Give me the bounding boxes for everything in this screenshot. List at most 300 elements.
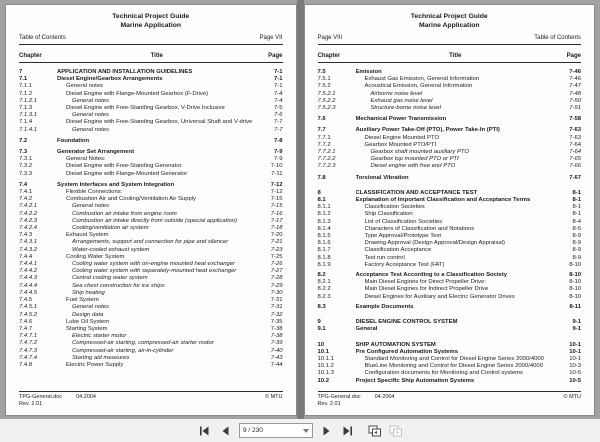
toc-row[interactable]	[318, 197, 582, 204]
toc-row[interactable]	[19, 98, 283, 105]
toc-page-number: 7-18	[270, 225, 283, 232]
toc-row[interactable]	[19, 312, 283, 319]
last-page-button[interactable]	[340, 423, 355, 439]
toc-row[interactable]	[19, 304, 283, 311]
toc-chapter-number: 7.6	[317, 116, 326, 123]
toc-page-number: 7-50	[569, 97, 581, 104]
toc-chapter-number: 7.3	[19, 149, 28, 156]
toc-row[interactable]	[318, 83, 582, 90]
toc-page-number: 7-39	[270, 340, 283, 347]
toc-row[interactable]	[318, 378, 582, 385]
toc-chapter-number: 7.4.8	[19, 361, 33, 368]
toc-row[interactable]	[318, 156, 582, 163]
toc-chapter-number: 7.4.4.2	[19, 268, 38, 275]
toc-title: Drawing Approval (Design Approval/Design Appraisal)	[364, 240, 505, 247]
col-chapter: Chapter	[19, 53, 42, 59]
toc-row[interactable]	[318, 142, 582, 149]
toc-title: Compressed-air starting, compressed-air starter motor	[72, 340, 214, 347]
toc-chapter-number: 8.1.3	[317, 218, 331, 225]
toc-page-number: 7-7	[273, 126, 283, 133]
navigation-toolbar	[0, 419, 600, 442]
toc-chapter-number: 8.2.3	[317, 293, 331, 300]
toc-chapter-number: 9.1	[317, 326, 326, 333]
toc-chapter-number: 10.2	[317, 377, 329, 384]
toc-chapter-number: 7.4.4	[19, 253, 33, 260]
toc-page-number: 8-1	[572, 197, 581, 204]
toc-rows	[318, 69, 582, 385]
toc-chapter-number: 7.4.5.2	[19, 311, 38, 318]
toc-row[interactable]	[318, 163, 582, 170]
toc-chapter-number: 8	[317, 189, 321, 196]
col-page: Page	[566, 53, 581, 59]
toc-page-number: 7-15	[270, 196, 283, 203]
toc-title: Type Approval/Prototype Test	[364, 233, 442, 240]
toc-page-number: 8-11	[569, 303, 581, 310]
toc-chapter-number: 7.2	[19, 137, 28, 144]
toc-row[interactable]	[318, 76, 582, 83]
toc-page-number: 7-31	[270, 297, 283, 304]
toc-row[interactable]	[318, 204, 582, 211]
toc-page-number: 7-32	[270, 311, 283, 318]
toc-row[interactable]	[19, 91, 283, 98]
toc-page-number: 9-1	[572, 326, 581, 333]
toc-page-number: 8-9	[572, 233, 581, 240]
toc-chapter-number: 7.1.1	[19, 83, 33, 90]
toc-page-number: 7-25	[270, 253, 283, 260]
toc-chapter-number: 7.4.2.3	[19, 217, 38, 224]
toc-title: Acoustical Emission, General Information	[364, 83, 473, 90]
toc-title: Example Documents	[355, 303, 414, 310]
toc-row[interactable]	[19, 189, 283, 196]
toc-row[interactable]	[318, 211, 582, 218]
toc-chapter-number: 8.1.1	[317, 204, 331, 211]
toc-chapter-number: 7.3.3	[19, 170, 33, 177]
toc-page-number: 7-31	[270, 304, 283, 311]
toc-page-number: 7-47	[569, 83, 581, 90]
toc-row[interactable]	[318, 262, 582, 269]
toc-page-number: 8-4	[572, 218, 581, 225]
toc-chapter-number: 7.4.2.4	[19, 225, 38, 232]
toc-page-number: 7-6	[273, 112, 283, 119]
toc-row[interactable]	[19, 319, 283, 326]
toc-chapter-number: 7.4.7	[19, 325, 33, 332]
toc-page-number: 9-1	[572, 319, 581, 326]
toc-row[interactable]	[318, 116, 582, 123]
footer-doc-name: TPG-General.doc	[19, 394, 63, 400]
toc-page-number: 7-7	[273, 119, 283, 126]
toc-title: Starting aid measures	[72, 354, 130, 361]
toc-title: Exhaust Gas Emission, General Information	[364, 76, 480, 83]
toc-row[interactable]	[318, 219, 582, 226]
toc-chapter-number: 7.8	[317, 174, 326, 181]
toc-chapter-number: 10.1.1	[317, 355, 334, 362]
toc-row[interactable]	[318, 255, 582, 262]
toc-row[interactable]	[318, 98, 582, 105]
toc-page-number: 7-64	[569, 141, 581, 148]
toc-title: Diesel Engine with Free-Standing Gearbox, Universal Shaft and V-drive	[66, 119, 253, 126]
toc-row[interactable]	[19, 275, 283, 282]
toc-page-number: 7-64	[569, 149, 581, 156]
toc-row[interactable]	[318, 370, 582, 377]
toc-chapter-number: 7.1.3	[19, 105, 33, 112]
toc-chapter-number: 7.1	[19, 76, 28, 83]
toc-row[interactable]	[318, 240, 582, 247]
toc-chapter-number: 7.5	[317, 69, 326, 75]
toc-title: Gearbox Mounted PTO/PTI	[364, 141, 437, 148]
toc-title: Diesel Engine with Free-Standing Generator	[66, 163, 182, 170]
toc-title: Lube Oil System	[66, 318, 110, 325]
toc-title: CLASSIFICATION AND ACCEPTANCE TEST	[355, 189, 478, 196]
page-meta-row	[318, 35, 582, 45]
toc-title: General	[355, 326, 378, 333]
toc-page-number: 7-43	[270, 354, 283, 361]
toc-page-number: 7-46	[569, 76, 581, 83]
toc-title: Arrangements, support and connection for pipe and silencer	[72, 239, 229, 246]
meta-left: Page VIII	[317, 35, 343, 41]
toc-title: Main Diesel Engines for Indirect Propeller Drive	[364, 286, 489, 293]
doc-title: Technical Project Guide	[410, 13, 488, 20]
toc-page-number: 7-63	[569, 127, 581, 134]
toc-title: General notes	[72, 97, 110, 104]
toc-row[interactable]	[19, 171, 283, 178]
footer-revision: Rev. 2.01	[317, 400, 341, 407]
toc-row[interactable]	[318, 286, 582, 293]
previous-view-button[interactable]	[367, 423, 382, 439]
toc-title: Foundation	[57, 137, 90, 144]
toc-title: Gearbox shaft mounted auxiliary PTO	[370, 149, 469, 156]
page-header	[318, 13, 582, 30]
toc-page-number: 8-9	[572, 254, 581, 261]
toc-row[interactable]	[318, 363, 582, 370]
toc-page-number: 7-38	[270, 325, 283, 332]
toc-title: Generator Set Arrangement	[57, 149, 135, 156]
toc-chapter-number: 7.5.1	[317, 76, 331, 83]
toc-page-number: 7-9	[273, 156, 283, 163]
toc-page-number: 10-1	[569, 341, 581, 348]
next-view-button[interactable]	[388, 423, 403, 439]
toc-chapter-number: 7.3.1	[19, 156, 33, 163]
page-vii	[5, 4, 297, 416]
toc-row[interactable]	[19, 254, 283, 261]
toc-chapter-number: 8.1.8	[317, 254, 331, 261]
toc-title: General notes	[72, 126, 110, 133]
page-header	[19, 13, 283, 30]
toc-chapter-number: 10	[317, 341, 325, 348]
toc-row[interactable]	[19, 283, 283, 290]
toc-row[interactable]	[19, 326, 283, 333]
toc-chapter-number: 8.1.4	[317, 225, 331, 232]
toc-title: Starting System	[66, 325, 108, 332]
toc-title: General notes	[66, 83, 104, 90]
toc-title: Combustion air intake directly from outside (special application)	[72, 217, 238, 224]
toc-chapter-number: 7.7.2.1	[317, 149, 336, 156]
toc-page-number: 7-11	[271, 170, 283, 177]
toc-chapter-number: 8.1.5	[317, 233, 331, 240]
toc-row[interactable]	[318, 349, 582, 356]
toc-chapter-number: 7.5.2.3	[317, 105, 336, 112]
toc-row[interactable]	[19, 297, 283, 304]
toc-title: APPLICATION AND INSTALLATION GUIDELINES	[57, 69, 193, 75]
col-title: Title	[449, 53, 462, 59]
toc-title: Combustion Air and Cooling/Ventilation Air Supply	[66, 196, 196, 203]
toc-title: Cooling water system with on-engine mounted heat exchanger	[72, 261, 236, 268]
toc-page-number: 7-20	[270, 232, 283, 239]
toc-title: Electric Power Supply	[66, 361, 124, 368]
toc-page-number: 8-9	[572, 240, 581, 247]
toc-chapter-number: 9	[317, 319, 321, 326]
toc-chapter-number: 7.4	[19, 181, 28, 188]
toc-chapter-number: 8.1.7	[317, 247, 331, 254]
toc-chapter-number: 7.4.2.2	[19, 210, 38, 217]
toc-row[interactable]	[19, 69, 283, 76]
toc-row[interactable]	[318, 294, 582, 301]
doc-subtitle: Marine Application	[418, 21, 480, 29]
doc-subtitle: Marine Application	[120, 21, 182, 29]
toc-row[interactable]	[19, 218, 283, 225]
toc-row[interactable]	[19, 156, 283, 163]
toc-chapter-number: 7.4.5.1	[19, 304, 38, 311]
toc-row[interactable]	[19, 225, 283, 232]
toc-chapter-number: 7.4.4.3	[19, 275, 38, 282]
toc-title: Airborne noise level	[370, 90, 423, 97]
toc-chapter-number: 10.1.2	[317, 363, 334, 370]
toc-chapter-number: 8.3	[317, 303, 326, 310]
toc-chapter-number: 7.1.2	[19, 90, 33, 97]
toc-row[interactable]	[19, 127, 283, 134]
toc-title: Gearbox top mounted PTO or PTI	[370, 156, 459, 163]
doc-title: Technical Project Guide	[112, 13, 190, 20]
toc-title: Diesel Engine with Flange-Mounted Generator	[66, 170, 188, 177]
toc-page-number: 7-35	[270, 318, 283, 325]
toc-page-number: 8-10	[569, 261, 581, 268]
toc-title: Ship Classification	[364, 211, 413, 218]
toc-page-number: 8-9	[572, 247, 581, 254]
toc-column-headers	[318, 53, 582, 63]
toc-row[interactable]	[318, 135, 582, 142]
toc-page-number: 8-10	[569, 293, 581, 300]
toc-row[interactable]	[19, 83, 283, 90]
toc-title: Cooling/ventilation air system	[72, 225, 149, 232]
toc-title: Flexible Connections:	[66, 189, 123, 196]
toc-chapter-number: 7.1.4.1	[19, 126, 38, 133]
page-footer	[19, 391, 283, 407]
meta-right: Page VII	[259, 35, 283, 41]
toc-page-number: 7-65	[569, 156, 581, 163]
toc-row[interactable]	[19, 76, 283, 83]
toc-row[interactable]	[318, 247, 582, 254]
toc-title: Auxiliary Power Take-Off (PTO), Power Take-In (PTI)	[355, 127, 500, 134]
toc-row[interactable]	[19, 340, 283, 347]
toc-title: Ship heating	[72, 289, 105, 296]
toc-title: Project Specific Ship Automation Systems	[355, 377, 475, 384]
footer-date: 04.2004	[374, 394, 395, 400]
toc-row[interactable]	[19, 105, 283, 112]
toc-chapter-number: 7.4.2.1	[19, 203, 38, 210]
toc-title: Emission	[355, 69, 382, 75]
footer-revision: Rev. 2.01	[19, 400, 43, 407]
next-view-icon	[389, 425, 402, 437]
toc-page-number: 7-58	[569, 116, 581, 123]
toc-page-number: 7-17	[270, 217, 283, 224]
toc-row[interactable]	[19, 232, 283, 239]
toc-chapter-number: 10.1	[317, 348, 329, 355]
toc-page-number: 7-21	[270, 239, 283, 246]
toc-row[interactable]	[318, 233, 582, 240]
first-page-button[interactable]	[197, 423, 212, 439]
toc-page-number: 8-10	[569, 272, 581, 279]
toc-title: Characters of Classification and Notations	[364, 225, 475, 232]
toc-title: Torsional Vibration	[355, 174, 409, 181]
toc-row[interactable]	[19, 261, 283, 268]
last-page-icon	[342, 426, 353, 436]
toc-page-number: 7-23	[270, 246, 283, 253]
toc-row[interactable]	[318, 91, 582, 98]
toc-page-number: 10-1	[569, 355, 581, 362]
toc-row[interactable]	[19, 348, 283, 355]
toc-row[interactable]	[19, 362, 283, 369]
toc-page-number: 7-8	[273, 137, 283, 144]
toc-page-number: 7-67	[569, 174, 581, 181]
toc-page-number: 8-1	[572, 189, 581, 196]
toc-row[interactable]	[19, 239, 283, 246]
toc-page-number: 7-26	[270, 261, 283, 268]
toc-page-number: 7-27	[270, 268, 283, 275]
toc-row[interactable]	[318, 279, 582, 286]
toc-title: General notes	[72, 112, 110, 119]
toc-title: Classification Acceptance	[364, 247, 432, 254]
toc-page-number: 7-10	[270, 163, 283, 170]
toc-chapter-number: 7.4.7.4	[19, 354, 38, 361]
toc-row[interactable]	[19, 211, 283, 218]
toc-chapter-number: 7.4.5	[19, 297, 33, 304]
toc-chapter-number: 7.4.7.1	[19, 333, 38, 340]
toc-row[interactable]	[19, 355, 283, 362]
toc-page-number: 7-1	[273, 69, 283, 75]
toc-row[interactable]	[318, 105, 582, 112]
toc-title: General notes	[72, 203, 110, 210]
toc-row[interactable]	[19, 196, 283, 203]
toc-title: System Interfaces and System Integration	[57, 181, 175, 188]
toc-page-number: 10-3	[569, 363, 581, 370]
toc-title: Mechanical Power Transmission	[355, 116, 447, 123]
toc-title: Main Diesel Engines for Direct Propeller Drive:	[364, 279, 486, 286]
toc-row[interactable]	[318, 190, 582, 197]
toc-chapter-number: 8.1.6	[317, 240, 331, 247]
col-page: Page	[268, 53, 283, 59]
next-page-button[interactable]	[319, 423, 334, 439]
toc-row[interactable]	[19, 203, 283, 210]
toc-chapter-number: 7.5.2.1	[317, 90, 336, 97]
toc-title: Diesel Engine Mounted PTO	[364, 134, 440, 141]
toc-title: Test run control	[364, 254, 405, 261]
toc-page-number: 7-51	[569, 105, 581, 112]
toc-row[interactable]	[19, 182, 283, 189]
toc-rows	[19, 69, 283, 369]
toc-chapter-number: 7.4.7.3	[19, 347, 38, 354]
toc-title: Design data	[72, 311, 104, 318]
toc-row[interactable]	[318, 149, 582, 156]
toc-title: Cooling Water System	[66, 253, 125, 260]
toc-row[interactable]	[19, 333, 283, 340]
toc-title: Diesel engine with free end PTO	[370, 163, 456, 170]
toc-row[interactable]	[19, 268, 283, 275]
toc-row[interactable]	[318, 226, 582, 233]
toc-title: Exhaust System	[66, 232, 109, 239]
toc-chapter-number: 7.4.6	[19, 318, 33, 325]
footer-date: 04.2004	[76, 394, 96, 400]
toc-chapter-number: 8.2	[317, 272, 326, 279]
toc-page-number: 7-12	[270, 181, 283, 188]
toc-page-number: 7-9	[273, 149, 283, 156]
toc-page-number: 7-48	[569, 90, 581, 97]
toc-page-number: 7-63	[569, 134, 581, 141]
toc-page-number: 7-28	[270, 275, 283, 282]
toc-chapter-number: 7.4.4.1	[19, 261, 38, 268]
toc-row[interactable]	[318, 272, 582, 279]
toc-page-number: 7-1	[273, 76, 283, 83]
toc-chapter-number: 7.1.2.1	[19, 97, 38, 104]
toc-title: DIESEL ENGINE CONTROL SYSTEM	[355, 319, 458, 326]
col-chapter: Chapter	[317, 53, 341, 59]
toc-page-number: 7-4	[273, 97, 283, 104]
toc-row[interactable]	[318, 356, 582, 363]
toc-row[interactable]	[19, 149, 283, 156]
toc-row[interactable]	[19, 138, 283, 145]
toc-row[interactable]	[19, 290, 283, 297]
toc-row[interactable]	[318, 304, 582, 311]
toc-chapter-number: 7	[19, 69, 23, 75]
toc-row[interactable]	[318, 127, 582, 134]
toc-row[interactable]	[19, 247, 283, 254]
toc-row[interactable]	[318, 69, 582, 76]
toc-page-number: 7-38	[270, 333, 283, 340]
toc-page-number: 7-40	[270, 347, 283, 354]
col-title: Title	[150, 53, 163, 59]
toc-row[interactable]	[318, 342, 582, 349]
toc-row[interactable]	[318, 319, 582, 326]
toc-title: Water-cooled exhaust system	[72, 246, 150, 253]
toc-page-number: 8-10	[569, 279, 581, 286]
toc-title: Diesel Engine with Flange-Mounted Gearbox (F-Drive)	[66, 90, 209, 97]
toc-chapter-number: 8.2.1	[317, 279, 331, 286]
toc-title: SHIP AUTOMATION SYSTEM	[355, 341, 436, 348]
toc-row[interactable]	[19, 112, 283, 119]
meta-left: Table of Contents	[19, 35, 66, 41]
toc-title: General Notes:	[66, 156, 106, 163]
toc-page-number: 7-44	[270, 361, 283, 368]
previous-page-button[interactable]	[218, 423, 233, 439]
footer-copyright: © MTU	[563, 394, 581, 400]
toc-page-number: 10-5	[569, 377, 581, 384]
toc-chapter-number: 7.4.2	[19, 196, 33, 203]
toc-title: Acceptance Test According to a Classification Society	[355, 272, 508, 279]
page-meta-row	[19, 35, 283, 45]
toc-title: Compressed-air starting, air-in-cylinder	[72, 347, 174, 354]
toc-chapter-number: 7.7.2	[317, 141, 331, 148]
toc-chapter-number: 8.2.2	[317, 286, 331, 293]
page-number-combobox[interactable]	[239, 423, 313, 438]
toc-page-number: 7-15	[270, 203, 283, 210]
toc-row[interactable]	[19, 119, 283, 126]
toc-chapter-number: 7.1.4	[19, 119, 33, 126]
toc-row[interactable]	[19, 163, 283, 170]
toc-title: Exhaust gas noise level	[370, 97, 433, 104]
toc-row[interactable]	[318, 326, 582, 333]
toc-row[interactable]	[318, 175, 582, 182]
toc-title: Classification Societies	[364, 204, 425, 211]
previous-view-icon	[368, 425, 381, 437]
toc-chapter-number: 7.4.3.1	[19, 239, 38, 246]
